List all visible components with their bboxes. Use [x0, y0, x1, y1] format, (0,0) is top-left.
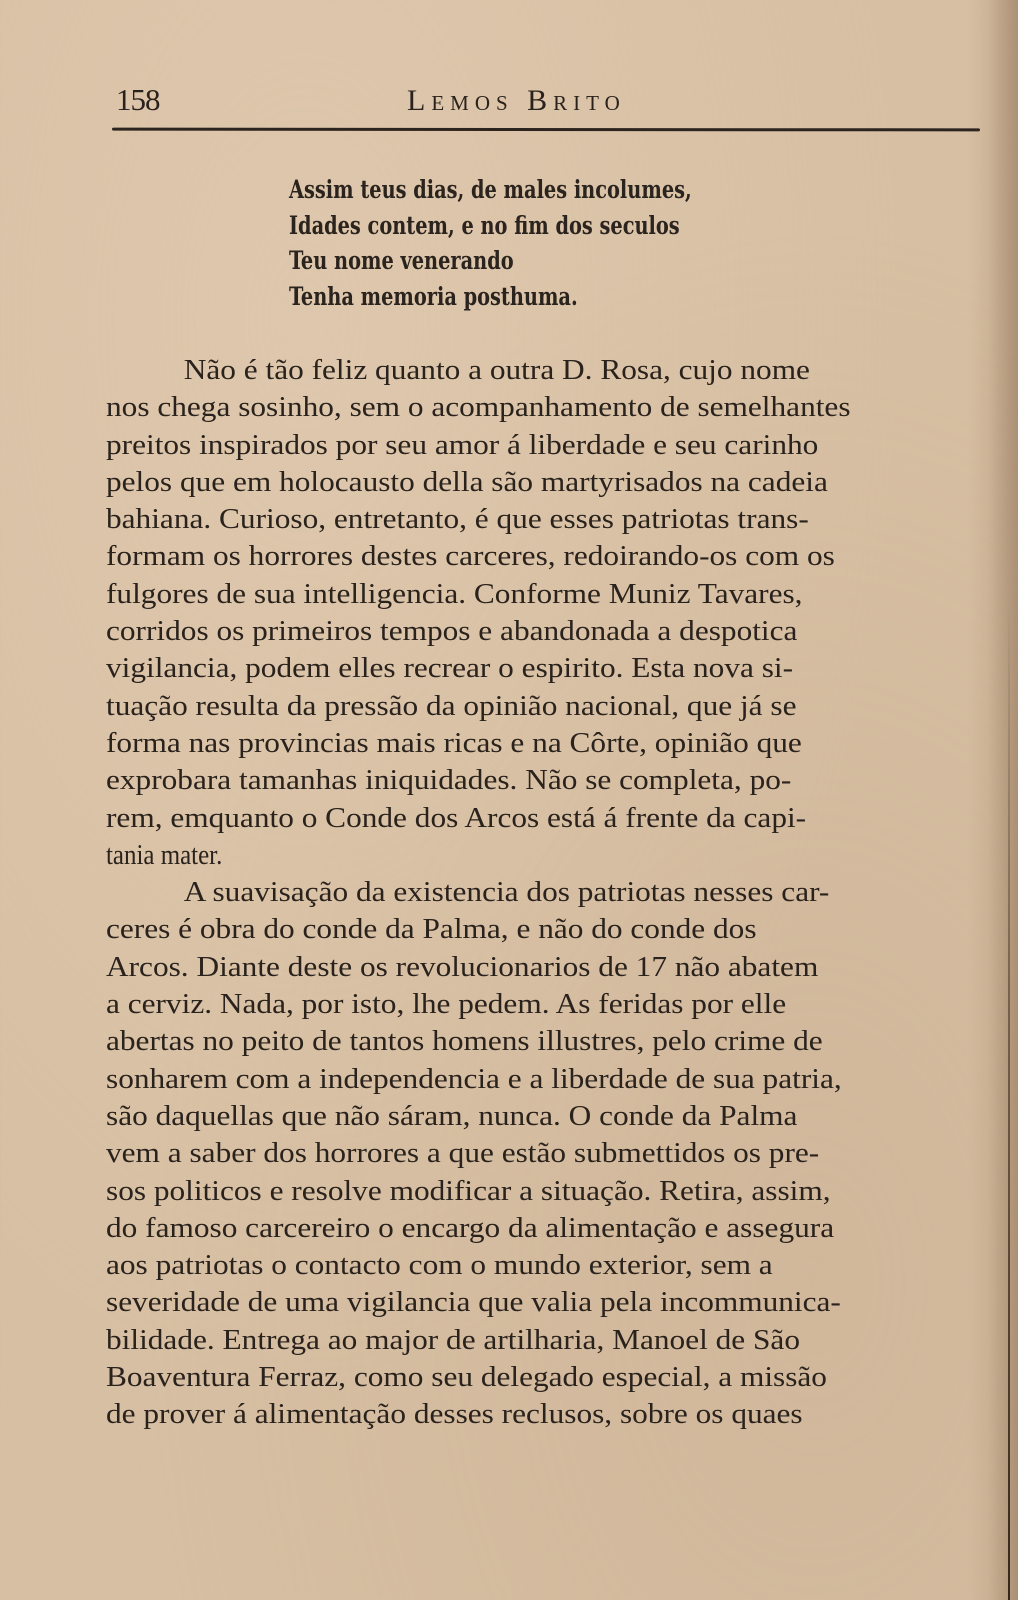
- poem-line: Assim teus dias, de males incolumes,: [289, 175, 692, 204]
- paragraph-1-line: nos chega sosinho, sem o acompanhamento de semelhantes: [106, 391, 851, 424]
- paragraph-1-line: tuação resulta da pressão da opinião nacional, que já se: [106, 689, 797, 722]
- paragraph-2-line: severidade de uma vigilancia que valia pela incommunica-: [106, 1286, 841, 1319]
- paragraph-1-line: fulgores de sua intelligencia. Conforme Muniz Tavares,: [106, 577, 803, 610]
- body-text: [106, 352, 976, 1434]
- paragraph-1-line: pelos que em holocausto della são martyrisados na cadeia: [106, 465, 828, 498]
- paragraph-2-line: ceres é obra do conde da Palma, e não do conde dos: [106, 913, 757, 946]
- paragraph-1-line: formam os horrores destes carceres, redoirando-os com os: [106, 540, 835, 573]
- paragraph-2-line: Arcos. Diante deste os revolucionarios de 17 não abatem: [106, 950, 819, 983]
- poem-block: [289, 172, 829, 314]
- paragraph-2-line: sonharem com a independencia e a liberdade de sua patria,: [106, 1062, 842, 1095]
- poem-line: Teu nome venerando: [289, 246, 514, 275]
- running-head: [112, 82, 982, 122]
- header-rule: [112, 128, 980, 132]
- paragraph-2-line: do famoso carcereiro o encargo da alimentação e assegura: [106, 1211, 835, 1244]
- page-number: 158: [116, 82, 160, 117]
- paragraph-2-line: vem a saber dos horrores a que estão submettidos os pre-: [106, 1137, 820, 1170]
- paragraph-2-line: são daquellas que não sáram, nunca. O conde da Palma: [106, 1099, 798, 1132]
- page-edge-line: [1008, 600, 1010, 1600]
- paragraph-1-line: preitos inspirados por seu amor á liberdade e seu carinho: [106, 428, 819, 461]
- paragraph-1-line: rem, emquanto o Conde dos Arcos está á frente da capi-: [106, 801, 807, 834]
- poem-line: Idades contem, e no fim dos seculos: [289, 210, 680, 240]
- paragraph-2-line: Boaventura Ferraz, como seu delegado especial, a missão: [106, 1361, 827, 1394]
- paragraph-1-line: vigilancia, podem elles recrear o espirito. Esta nova si-: [106, 652, 794, 685]
- paragraph-2-line: abertas no peito de tantos homens illustres, pelo crime de: [106, 1025, 823, 1058]
- paragraph-2-line: de prover á alimentação desses reclusos, sobre os quaes: [106, 1398, 803, 1431]
- page-edge-shadow: [988, 0, 1018, 1600]
- running-title: Lemos Brito: [407, 84, 626, 117]
- paragraph-1-line: Não é tão feliz quanto a outra D. Rosa, cujo nome: [183, 354, 810, 386]
- paragraph-2-line: a cerviz. Nada, por isto, lhe pedem. As feridas por elle: [106, 988, 787, 1021]
- paragraph-2-line: bilidade. Entrega ao major de artilharia, Manoel de São: [106, 1323, 801, 1356]
- paragraph-2-line: aos patriotas o contacto com o mundo exterior, sem a: [106, 1249, 773, 1282]
- paragraph-2-line: sos politicos e resolve modificar a situação. Retira, assim,: [106, 1174, 831, 1207]
- paragraph-1-line: exprobara tamanhas iniquidades. Não se completa, po-: [106, 764, 792, 797]
- paragraph-1-line: bahiana. Curioso, entretanto, é que esses patriotas trans-: [106, 503, 809, 536]
- paragraph-1-line: tania mater.: [106, 838, 223, 871]
- poem-line: Tenha memoria posthuma.: [289, 281, 578, 311]
- paragraph-1-line: corridos os primeiros tempos e abandonada a despotica: [106, 615, 798, 648]
- paragraph-1-line: forma nas provincias mais ricas e na Côrte, opinião que: [106, 726, 802, 759]
- paragraph-2-line: A suavisação da existencia dos patriotas nesses car-: [183, 876, 830, 909]
